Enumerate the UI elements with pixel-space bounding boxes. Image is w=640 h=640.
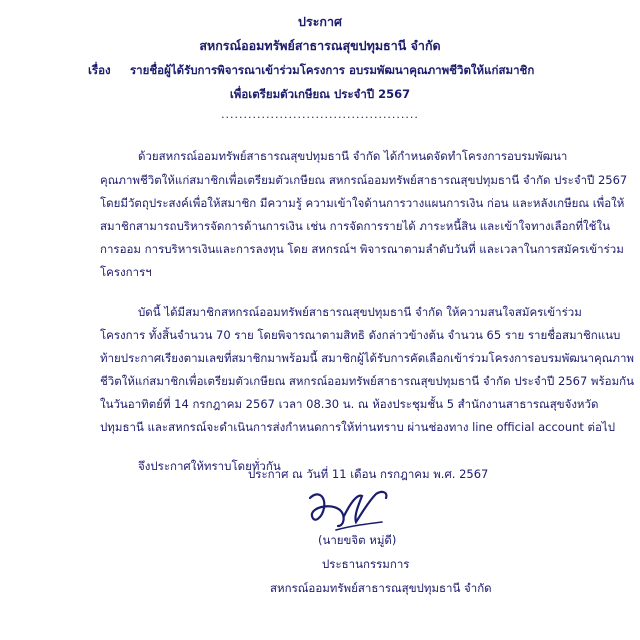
paragraph1-line3: โดยมีวัตถุประสงค์เพื่อให้สมาชิก มีความรู้ ความเข้าใจด้านการวางแผนการเงิน ก่อน และหลังเกษียณ เพื่อให้ [100,196,625,210]
subject-line-2: เพื่อเตรียมตัวเกษียณ ประจำปี 2567 [229,87,411,101]
paragraph2-line2: โครงการ ทั้งสิ้นจำนวน 70 ราย โดยพิจารณาตามสิทธิ ดังกล่าวข้างต้น จำนวน 65 ราย รายชื่อสมาชิกแนบ [100,328,621,342]
signer-organization: สหกรณ์ออมทรัพย์สาธารณสุขปทุมธานี จำกัด [270,581,492,595]
header-separator: ............................................ [221,108,419,121]
signature-mark [300,486,396,534]
paragraph2-line1: บัดนี้ ได้มีสมาชิกสหกรณ์ออมทรัพย์สาธารณสุขปทุมธานี จำกัด ให้ความสนใจสมัครเข้าร่วม [138,305,582,319]
announcement-date: ประกาศ ณ วันที่ 11 เดือน กรกฎาคม พ.ศ. 2567 [248,467,489,481]
paragraph1-line2: คุณภาพชีวิตให้แก่สมาชิกเพื่อเตรียมตัวเกษียณ สหกรณ์ออมทรัพย์สาธารณสุขปทุมธานี จำกัด ประจำปี 2567 [100,173,628,187]
paragraph1-line6: โครงการฯ [100,265,152,279]
paragraph1-line1: ด้วยสหกรณ์ออมทรัพย์สาธารณสุขปทุมธานี จำกัด ได้กำหนดจัดทำโครงการอบรมพัฒนา [138,149,568,163]
paragraph2-line6: ปทุมธานี และสหกรณ์จะดำเนินการส่งกำหนดการให้ท่านทราบ ผ่านช่องทาง line official account ต่อไป [100,420,616,434]
announcement-heading: ประกาศ [298,14,342,29]
subject-line-1: รายชื่อผู้ได้รับการพิจารณาเข้าร่วมโครงการ อบรมพัฒนาคุณภาพชีวิตให้แก่สมาชิก [130,63,535,77]
signer-name: (นายขจิต หมู่ดี) [318,533,397,547]
paragraph2-line3: ท้ายประกาศเรียงตามเลขที่สมาชิกมาพร้อมนี้ สมาชิกผู้ได้รับการคัดเลือกเข้าร่วมโครงการอบรมพัฒนาคุณภาพ [100,351,635,365]
paragraph2-line5: ในวันอาทิตย์ที่ 14 กรกฎาคม 2567 เวลา 08.30 น. ณ ห้องประชุมชั้น 5 สำนักงานสาธารณสุขจังหวัด [100,397,599,411]
subject-label: เรื่อง [88,63,111,77]
paragraph1-line4: สมาชิกสามารถบริหารจัดการด้านการเงิน เช่น การจัดการรายได้ ภาระหนี้สิน และเข้าใจทางเลือกที่ใช้ใน [100,219,610,233]
closing-statement: จึงประกาศให้ทราบโดยทั่วกัน [138,459,281,473]
paragraph1-line5: การออม การบริหารเงินและการลงทุน โดย สหกรณ์ฯ พิจารณาตามลำดับวันที่ และเวลาในการสมัครเข้าร่วม [100,242,624,256]
paragraph2-line4: ชีวิตให้แก่สมาชิกเพื่อเตรียมตัวเกษียณ สหกรณ์ออมทรัพย์สาธารณสุขปทุมธานี จำกัด ประจำปี 2567 พร้อมกัน [100,374,634,388]
signer-title: ประธานกรรมการ [322,557,410,571]
organization-heading: สหกรณ์ออมทรัพย์สาธารณสุขปทุมธานี จำกัด [199,38,441,53]
